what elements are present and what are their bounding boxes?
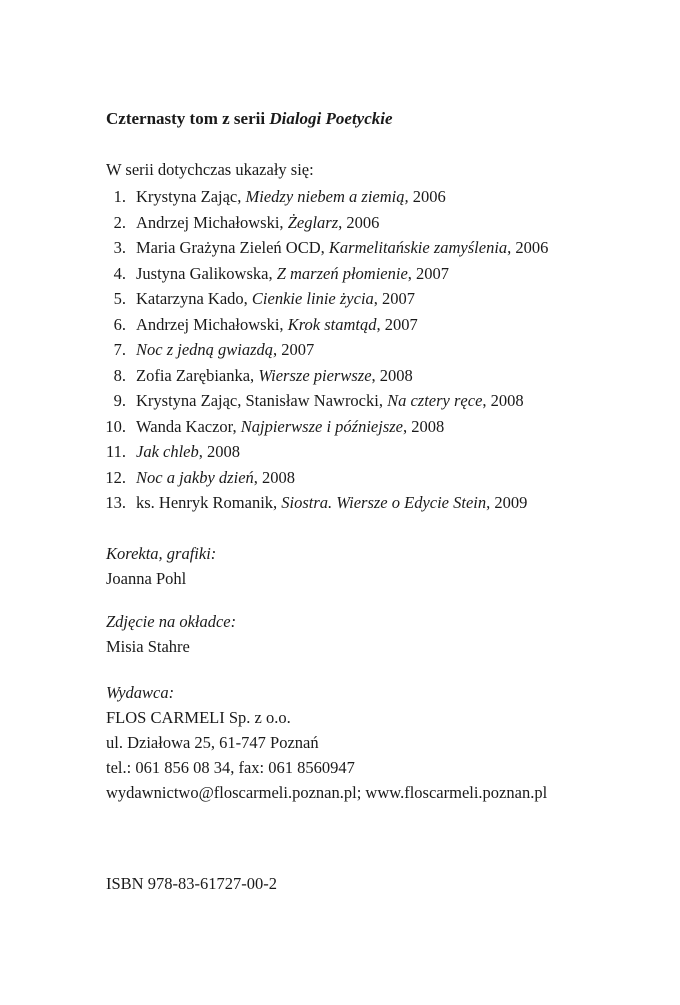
item-author: Zofia Zarębianka, xyxy=(136,365,259,385)
isbn: ISBN 978-83-61727-00-2 xyxy=(106,874,277,893)
cover-photo-credit xyxy=(106,609,236,659)
item-author: Krystyna Zając, xyxy=(136,187,246,206)
cover-photo-label: Zdjęcie na okładce: xyxy=(106,612,237,631)
list-item xyxy=(100,286,548,312)
list-item xyxy=(100,261,548,287)
item-title: Karmelitańskie zamyślenia xyxy=(328,238,508,257)
item-author: Andrzej Michałowski, xyxy=(136,212,288,232)
proofreading-credit xyxy=(106,541,216,591)
publisher-phone: tel.: 061 856 08 34, fax: 061 8560947 xyxy=(106,758,355,777)
item-year: , 2006 xyxy=(507,238,549,257)
item-number: 13. xyxy=(105,493,126,512)
proofreading-value: Joanna Pohl xyxy=(106,569,187,588)
cover-photo-value: Misia Stahre xyxy=(106,637,190,656)
item-number: 7. xyxy=(113,340,126,359)
item-title: Noc a jakby dzień xyxy=(136,467,254,487)
publisher-block xyxy=(106,680,547,805)
item-author: Katarzyna Kado, xyxy=(136,289,252,308)
item-title: Z marzeń płomienie xyxy=(276,263,408,283)
item-author: Justyna Galikowska, xyxy=(136,263,277,283)
list-item xyxy=(100,465,548,491)
item-number: 6. xyxy=(113,314,126,334)
list-item xyxy=(100,337,548,363)
item-number: 11. xyxy=(105,442,126,461)
item-year: , 2007 xyxy=(373,289,416,308)
item-year: , 2008 xyxy=(253,467,296,487)
volume-list xyxy=(100,184,548,516)
item-title: Wiersze pierwsze xyxy=(258,365,372,385)
item-year: 2006 xyxy=(408,187,446,206)
item-number: 5. xyxy=(113,289,126,308)
item-year: , 2008 xyxy=(482,391,524,410)
list-item xyxy=(100,184,548,210)
publisher-contact: wydawnictwo@floscarmeli.poznan.pl; www.floscarmeli.poznan.pl xyxy=(106,783,548,802)
list-item xyxy=(100,235,548,261)
item-title: Najpierwsze i późniejsze xyxy=(240,416,404,436)
item-year: , 2009 xyxy=(486,493,528,512)
item-author: Wanda Kaczor, xyxy=(136,416,241,436)
publisher-label: Wydawca: xyxy=(106,683,175,702)
list-item xyxy=(100,490,548,516)
item-title: Jak chleb xyxy=(136,442,199,461)
item-year: , 2008 xyxy=(371,365,413,385)
item-number: 1. xyxy=(113,187,126,206)
list-item xyxy=(100,439,548,465)
item-title: Miedzy niebem a ziemią, xyxy=(245,187,409,206)
item-number: 12. xyxy=(105,467,126,487)
series-heading xyxy=(106,109,393,129)
item-title: Na cztery ręce xyxy=(387,391,483,410)
list-item xyxy=(100,414,548,440)
item-year: , 2008 xyxy=(403,416,445,436)
proofreading-label: Korekta, grafiki: xyxy=(106,544,217,563)
item-author: Andrzej Michałowski, xyxy=(136,314,288,334)
list-item xyxy=(100,210,548,236)
item-title: Cienkie linie życia xyxy=(251,289,374,308)
item-title: Krok stamtąd xyxy=(287,314,377,334)
list-item xyxy=(100,388,548,414)
item-title: Żeglarz xyxy=(287,212,339,232)
item-year: , 2006 xyxy=(338,212,380,232)
item-title: Siostra. Wiersze o Edycie Stein xyxy=(281,493,487,512)
series-title: Dialogi Poetyckie xyxy=(269,109,393,128)
item-year: , 2007 xyxy=(407,263,450,283)
item-title: Noc z jedną gwiazdą xyxy=(136,340,274,359)
publisher-name: FLOS CARMELI Sp. z o.o. xyxy=(106,708,291,727)
item-author: Maria Grażyna Zieleń OCD, xyxy=(136,238,329,257)
item-number: 4. xyxy=(113,263,126,283)
item-number: 8. xyxy=(113,365,126,385)
item-year: , 2007 xyxy=(273,340,315,359)
item-year: , 2007 xyxy=(376,314,418,334)
series-heading-prefix: Czternasty tom z serii xyxy=(106,109,270,128)
item-author: Krystyna Zając, Stanisław Nawrocki, xyxy=(136,391,388,410)
item-number: 2. xyxy=(113,212,126,232)
item-year: , 2008 xyxy=(198,442,241,461)
item-author: ks. Henryk Romanik, xyxy=(136,493,282,512)
list-item xyxy=(100,312,548,338)
series-intro: W serii dotychczas ukazały się: xyxy=(106,160,314,179)
item-number: 3. xyxy=(113,238,126,257)
publisher-address: ul. Działowa 25, 61-747 Poznań xyxy=(106,733,319,752)
item-number: 10. xyxy=(105,416,126,436)
list-item xyxy=(100,363,548,389)
item-number: 9. xyxy=(113,391,126,410)
